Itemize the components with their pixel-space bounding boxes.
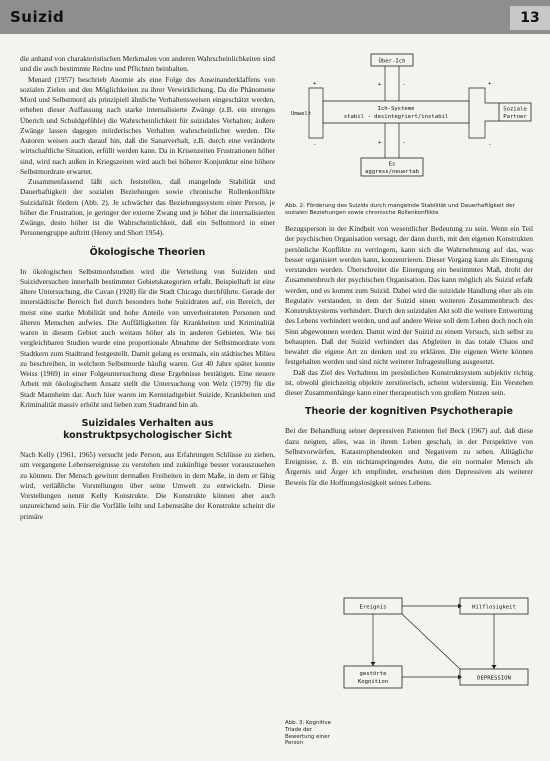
label-center-sub: stabil - desintegriert/instabil [343, 114, 449, 120]
label-bottom-1: Es [388, 161, 396, 168]
sign: + [313, 81, 317, 87]
label-center: Ich-Systeme [377, 106, 415, 112]
figure-2-caption: Abb. 3: Kognitive Triade der Bewertung einer Person [285, 720, 331, 747]
sign: - [402, 140, 406, 146]
label-cognition-1: gestörte [359, 671, 387, 677]
right-column [285, 224, 533, 584]
label-left: Umwelt [291, 111, 312, 117]
paragraph: die anhand von charakteristischen Merkmalen von anderen Wahrscheinlichkeiten sind und die auch bestimmte Rechte und Pflichten beinhalten. [20, 54, 275, 74]
section-title: Suizid [10, 8, 65, 26]
heading-ecology: Ökologische Theorien [89, 246, 206, 258]
sign: - [488, 142, 492, 148]
label-bottom-2: aggress/neuertab [365, 169, 419, 175]
paragraph: Menard (1957) beschrieb Anomie als eine Folge des Auseinanderklaffens von sozialen Zielen und den Möglichkeiten zu ihrer Verwirklichung. Da die Phänomene Mord und Selbstmord als prinzipiell ähnliche Verhaltensweisen eingeschätzt werden, erheben dieser Auffassung nach starke internalisierte Zwänge (z.B. ein strenges Überich und Schuldgefühle) die Wahrscheinlichkeit für suizidales Verhalten; äußere Zwänge lassen dagegen mörderisches Verhalten wahrscheinlicher werden. Die Autoren weisen auch darauf hin, daß die Sanarverhalt, z.B. durch eine veränderte wirtschaftliche Situation, erfüllt werden kann. Da in Krisenzeiten Frustrationen höher sind, wird nach außen in Kriegszeiten wird auch bei höherer Konjunktur eine höhere Selbstmordrate erwartet. [20, 74, 275, 176]
figure-1-caption: Abb. 2: Förderung des Suizids durch mangelnde Stabilität und Dauerhaftigkeit der sozialen Beziehungen sowie chronische Rollenkonflikte [285, 203, 515, 216]
label-top: Über-Ich [378, 58, 406, 65]
label-event: Ereignis [359, 604, 387, 611]
label-depression: DEPRESSION [477, 675, 511, 682]
figure-2-diagram [340, 592, 540, 742]
sign: - [402, 82, 406, 88]
paragraph: Bei der Behandlung seiner depressiven Patienten fiel Beck (1967) auf, daß diese dazu neigten, alles, was in ihrem Leben geschah, in der Perspektive von Selbstvorwürfen, Katastrophendenken und Negativem zu sehen. Alltägliche Ereignisse, z. B. ein nichtanspringendes Auto, die ein normaler Mensch als Ärgernis und Ärger ich empfindet, erscheinen dem Depressiven als weiterer Beweis für die Hoffnungslosigkeit seines Lebens. [285, 426, 533, 487]
paragraph: Zusammenfassend läßt sich feststellen, daß mangelnde Stabilität und Dauerhaftigkeit der sozialen Beziehungen sowie chronische Rollenkonflikte Suizidalität fördern (Abb. 2). Je schwächer das Beziehungssystem einer Person, je höher die Frustration, je geringer der externe Zwang und je höher die internalisierten Zwänge, desto höher ist die Wahrscheinlichkeit, daß ein Selbstmord in einer Personengruppe auftritt (Henry und Short 1954). [20, 177, 275, 238]
heading-construct: Suizidales Verhalten aus konstruktpsychologischer Sicht [63, 418, 232, 441]
label-right-2: Partner [503, 114, 527, 120]
heading-therapy: Theorie der kognitiven Psychotherapie [305, 406, 513, 418]
figure-1-diagram [285, 48, 535, 198]
paragraph: Bezugsperson in der Kindheit von wesentlicher Bedeutung zu sein. Wenn ein Teil der psychischen Organisation versagt, der dann durch, mit den eigenen Konstrukten persönliche Konflikte zu verringern, kann sich die Wahrnehmung auf das, was besser organisiert werden kann, konzentrieren. Dieser Vorgang kann als Einengung verstanden werden. Überschreitet die Einengung ein bestimmtes Maß, droht der Zusammenbruch der psychischen Organisation. Das kann möglich als Suizid erfaßt werden, und es kommt zum Suizid. Dabei wird die suizidale Handlung eher als ein Regulativ verstanden, in dem der Suizid einen weiteren Zusammenbruch des Konstruktsystems verhindert. Durch den suizidalen Akt soll die weitere Entwertung des Lebens verhindert werden, und auf andere Weise soll dem Leben doch noch ein Sinn abgewonnen werden. Damit wird der Suizid zu einem Versuch, sich selbst zu behaupten. Daß der Suizid verhindert das Abgleiten in das totale Chaos und bewahrt die eigene Art zu denken und zu erklären. Die eigenen Werte können festgehalten werden und sind nicht weiterer Infragestellung ausgesetzt. [285, 224, 533, 367]
label-right-1: Soziale [503, 106, 527, 113]
sign: + [378, 140, 382, 146]
paragraph: Nach Kelly (1961, 1965) versucht jede Person, aus Erfahrungen Schlüsse zu ziehen, um vergangene Lebensereignisse zu verstehen und zukünftige besser vorauszusehen zu können. Der Mensch gewinnt dermaßen Freiheiten in dem Maße, in dem er fähig wird, verläßliche Vorstellungen über seine Umwelt zu entwickeln. Diese Vorstellungen nennt Kelly Konstrukte. Die Konstrukte können aber auch unzureichend sein. Für die Vorfälle leiht und Lebensnähe der Konstrukte scheint die primäre [20, 450, 275, 521]
left-column [20, 54, 275, 754]
paragraph: Daß das Ziel des Verhaltens im persönlichen Konstruktsystem subjektiv richtig ist, obwohl gleichzeitig objektiv zerstörerisch, scheint widersinnig. Ein Verstehen dieser Zusammenhänge kann einer therapeutisch von großem Nutzen sein. [285, 367, 533, 397]
sign: + [488, 81, 492, 87]
sign: - [313, 142, 317, 148]
label-cognition-2: Kognition [357, 679, 389, 685]
page-number: 13 [510, 6, 550, 30]
label-helplessness: Hilflosigkeit [472, 604, 516, 611]
paragraph: In ökologischen Selbstmordstudien wird die Verteilung von Suiziden und Suizidversuchen innerhalb bestimmter Gebietskategorien erfaßt. Beispielhaft ist eine ältere Untersuchung, die Cavan (1928) für die Stadt Chicago durchführte. Gerade der innerstädtische Bereich fiel durch besonders hohe Suizidraten auf, ein Bereich, der meist eine starke Mobilität und hohe Anteile von unverheirateten Personen und älteren Menschen aufwies. Die Auffälligkeiten für Krankheiten und Kriminalität waren in diesem Gebiet auch weitaus höher als in anderen Gebieten. Wie bei vergleichbaren Studien wurde eine proportionale Abnahme der Selbstmordrate vom Stadtkern zum Stadtrand festgestellt. Damit gelang es erstmals, ein städtisches Milieu zu beschreiben, in welchem Selbstmorde häufig waren. Gut 40 Jahre später konnte Weiss (1969) in einer Folgeuntersuchung diese Ergebnisse bestätigen. Eine neuere Arbeit mit ökologischem Ansatz stellt die Untersuchung von Welz (1979) für die Stadt Mannheim dar. Auch hier waren im Kernstadtgebiet Suizide, Krankheiten und Kriminalität massiv erhöht und lieben zum Stadtrand hin ab. [20, 266, 275, 409]
page-header [0, 0, 550, 34]
sign: + [378, 82, 382, 88]
